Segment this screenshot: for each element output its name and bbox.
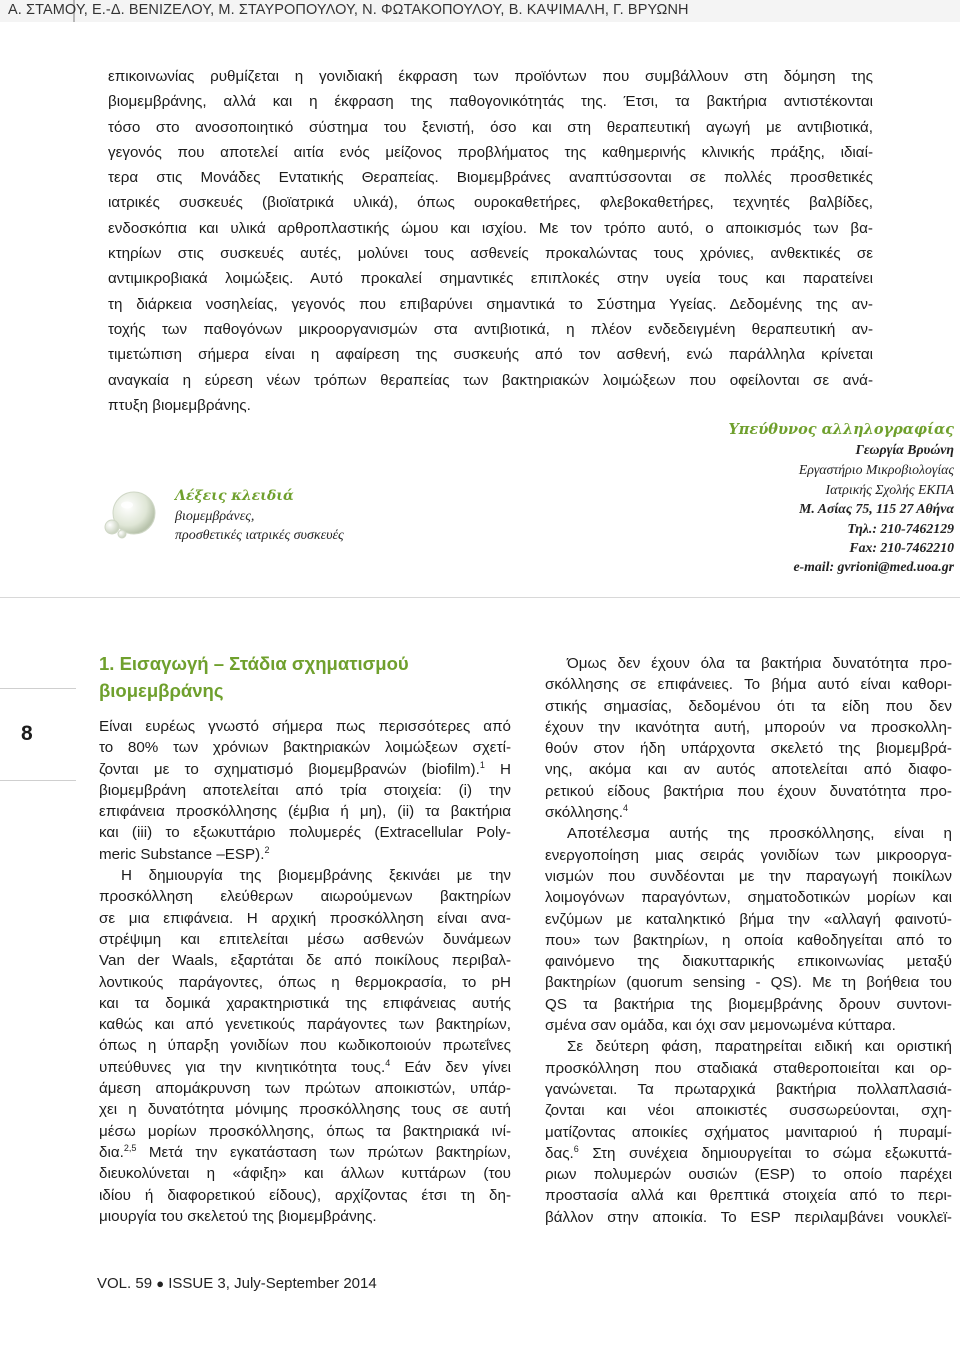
body-line: βάλλον στην αποικία. Το ESP περιλαμβάνει νουκλεϊ- (545, 1208, 952, 1226)
body-text: Μετά την εγκατάσταση των πρώτων βακτηρίων, (136, 1143, 511, 1161)
body-line: ριων πολυμερών ουσιών (ESP) το οποίο παρέχει (545, 1166, 952, 1184)
body-line: νισμών που συνδέονται με την παραγωγή ποικίλων (545, 867, 952, 885)
body-column-right (545, 653, 952, 1228)
abstract-line: τη διάρκεια νοσηλείας, γεγονός που επιβαρύνει σημαντικά το Σύστημα Υγείας. Δεδομένης της αν- (108, 295, 873, 313)
body-line: Όμως δεν έχουν όλα τα βακτήρια δυνατότητα προ- (567, 655, 952, 672)
correspondence-tel: Τηλ.: 210-7462129 (847, 521, 954, 536)
abstract-line: γεγονός που αποτελεί αιτία ενός μείζονος προβλήματος της καθημερινής κλινικής πράξης, ιδιαί- (108, 143, 873, 161)
body-line: έχουν την ικανότητα αυτή, μπορούν να προσκολλη- (545, 718, 952, 736)
abstract (108, 64, 873, 418)
correspondence-lab: Εργαστήριο Μικροβιολογίας (798, 462, 954, 477)
abstract-line: πτυξη βιομεμβράνης. (108, 396, 251, 414)
abstract-line: ιατρικές συσκευές (βιοϊατρικά υλικά), όπως ουροκαθετήρες, φλεβοκαθετήρες, τεχνητές βαλβίδες, (108, 194, 873, 212)
section-divider (0, 597, 960, 598)
correspondence-name: Γεωργία Βρυώνη (855, 442, 954, 457)
page-number: 8 (21, 722, 33, 745)
body-line: ιδίου ή διαφορετικού είδους), αρχίζοντας έτσι τη δη- (99, 1186, 511, 1204)
body-line: στρέψιμη και επιτελείται μέσω ασθενών δυνάμεων (99, 930, 511, 948)
body-line (545, 802, 952, 823)
body-line: προστασία αλλά και θρεπτικά στοιχεία από το περι- (545, 1187, 952, 1205)
body-text: Εάν δεν γίνει (390, 1058, 511, 1076)
citation: 4 (622, 803, 628, 814)
body-text: Στη συνέχεια δημιουργείται το σώμα εξωκυττά- (578, 1144, 952, 1162)
body-text: ζονται με το σχηματισμό βιομεμβρανών (biofilm). (99, 760, 480, 778)
citation: 2,5 (123, 1142, 137, 1153)
citation: 1 (479, 759, 485, 770)
body-line: βιομεμβράνη αποτελείται από τρία στοιχεία: (i) την (99, 781, 511, 799)
body-line: προσκόλληση που σταδιακά σταθεροποιείται και ορ- (545, 1059, 952, 1077)
page-number-rule (0, 688, 76, 689)
journal-footer (97, 1275, 377, 1292)
abstract-line: αναγκαία η εύρεση νέων τρόπων θεραπείας των βακτηριακών λοιμώξεων που οφείλονται σε ανά- (108, 371, 873, 389)
footer-issue: ISSUE 3, July-September 2014 (168, 1275, 377, 1292)
body-text: δια. (99, 1143, 124, 1161)
correspondence-address: Μ. Ασίας 75, 115 27 Αθήνα (799, 501, 954, 516)
body-line: σκόλλησης σε επιφάνειες. Το βήμα αυτό είναι καθορι- (545, 676, 952, 694)
body-column-left (99, 716, 511, 1227)
body-line: νης, ακόμα και αν αυτός αποτελείται από διαφο- (545, 761, 952, 779)
footer-volume: VOL. 59 (97, 1275, 153, 1292)
body-line (99, 1057, 511, 1078)
abstract-line: τόσο στο ανοσοποιητικό σύστημα του ξενιστή, όσο και στη θεραπευτική αγωγή με αντιβιοτικά, (108, 118, 873, 136)
page-number-rule (0, 780, 76, 781)
body-line (99, 1142, 511, 1163)
body-line (99, 759, 511, 780)
citation: 6 (573, 1143, 579, 1154)
body-line: θούν στον ήδη υπάρχοντα σκελετό της βιομεμβρά- (545, 740, 952, 758)
body-text: υπεύθυνες για την κινητικότητα τους. (99, 1058, 386, 1076)
body-line: Αποτέλεσμα αυτής της προσκόλλησης, είναι η (567, 825, 952, 843)
abstract-line: επικοινωνίας ρυθμίζεται η γονιδιακή έκφραση των προϊόντων που συμβάλλουν στη δόμηση της (108, 68, 873, 85)
body-line: όπως η ύπαρξη γονιδίων που κωδικοποιούν πρωτεΐνες (99, 1037, 511, 1055)
body-line: γανώνεται. Τα πρωταρχικά βακτήρια πολλαπλασιά- (545, 1080, 952, 1098)
abstract-line: αντιμικροβιακά λοιμώξεις. Αυτό προκαλεί σημαντικές επιπλοκές στην υγεία τους και παρατείνει (108, 270, 873, 288)
abstract-line: ενδοσκόπια και υλικά αρθροπλαστικής ώμου και ισχίου. Με τον τρόπο αυτό, ο αποικισμός των βα- (108, 219, 873, 237)
body-line: Van der Waals, εξαρτάται δε από ποικίλους περιβαλ- (99, 952, 511, 970)
abstract-line: κτηρίων στις συσκευές αυτές, μολύνει τους ασθενείς προκαλώντας τους χρόνιες, ανθεκτικές σε (108, 245, 873, 263)
citation: 2 (264, 844, 270, 855)
bubble-icon (100, 487, 160, 539)
keywords-title: Λέξεις κλειδιά (175, 488, 294, 504)
body-line: QS τα βακτήρια της βιομεμβράνης δρουν συντονι- (545, 995, 952, 1013)
body-line: άμεση απομάκρυνση των πρώτων αποικιστών, υπάρ- (99, 1080, 511, 1098)
body-line: ματίζοντας αποικίες σχήματος μανιταριού ή πυραμί- (545, 1123, 952, 1141)
abstract-line: τοχής των παθογόνων μικροοργανισμών στα αντιβιοτικά, η πλέον ενδεδειγμένη θεραπευτική αν- (108, 320, 873, 338)
body-text: meric Substance –ESP). (99, 845, 265, 863)
body-line: λοιμογόνων παραγόντων, σηματοδοτικών μορίων και (545, 889, 952, 907)
body-line: καθώς και από γενετικούς παράγοντες των βακτηρίων, (99, 1016, 511, 1034)
body-line: που» των βακτηρίων, η οποία καθοδηγείται από το (545, 931, 952, 949)
body-line: ενζύμων με καταληκτικό βήμα την «αλλαγή φαινοτύ- (545, 910, 952, 928)
body-line: ρετικού είδους βακτήρια που έχουν δυνατότητα προ- (545, 782, 952, 800)
correspondence-title: Υπεύθυνος αλληλογραφίας (728, 421, 954, 438)
body-line (545, 1143, 952, 1164)
body-line: μιουργία του σκελετού της βιομεμβράνης. (99, 1207, 377, 1225)
body-line: και (iii) το εξωκυττάριο πολυμερές (Extracellular Poly- (99, 824, 511, 842)
body-line: σε μια επιφάνεια. Η αρχική προσκόλληση είναι ανα- (99, 909, 511, 927)
abstract-line: τερα στις Μονάδες Εντατικής Θεραπείας. Βιομεμβράνες αναπτύσσονται σε πολλές προσθετικές (108, 169, 873, 187)
body-line: ζονται και νέοι αποικιστές συσσωρεύονται, σχη- (545, 1102, 952, 1120)
section-heading: 1. Εισαγωγή – Στάδια σχηματισμού βιομεμβράνης (99, 653, 409, 701)
body-line: ενεργοποίηση μιας σειράς γονιδίων των μικροοργα- (545, 846, 952, 864)
body-text: δας. (545, 1144, 574, 1162)
abstract-line: τιμετώπιση σήμερα είναι η αφαίρεση της συσκευής από τον ασθενή, ενώ παράλληλα κρίνεται (108, 346, 873, 364)
keyword-item: προσθετικές ιατρικές συσκευές (175, 528, 344, 543)
body-line: φαινόμενο της διακυτταρικής επικοινωνίας μεταξύ (545, 953, 952, 971)
correspondence-school: Ιατρικής Σχολής ΕΚΠΑ (825, 482, 954, 497)
body-line: Σε δεύτερη φάση, παρατηρείται ειδική και οριστική (567, 1038, 952, 1056)
abstract-line: βιομεμβράνης, αλλά και η έκφραση της παθογονικότητάς της. Έτσι, τα βακτήρια αντιστέκονται (108, 93, 873, 111)
body-line: χει η δυνατότητα μόνιμης προσκόλλησης τους σε αυτή (99, 1101, 511, 1119)
body-line: επιφάνεια προσκόλλησης (έμβια ή μη), (ii) τα βακτήρια (99, 803, 511, 821)
citation: 4 (385, 1057, 391, 1068)
body-line: λοντικούς παράγοντες, όπως η θερμοκρασία, το pH (99, 973, 511, 991)
footer-bullet-icon: ● (156, 1276, 165, 1291)
body-line: μέσω μορίων προσκόλλησης, όπως τα βακτηριακά ινί- (99, 1122, 511, 1140)
body-line: Η δημιουργία της βιομεμβράνης ξεκινάει με την (121, 867, 511, 885)
body-line: προσκόλληση ελεύθερων αιωρούμενων βακτηρίων (99, 888, 511, 906)
body-line: βακτηρίων (quorum sensing - QS). Με τη βοήθεια του (545, 974, 952, 992)
body-line: σμένα σαν ομάδα, και όχι σαν μεμονωμένα κύτταρα. (545, 1017, 896, 1035)
body-line: Είναι ευρέως γνωστό σήμερα πως περισσότερες από (99, 718, 511, 735)
body-text: σκόλλησης. (545, 804, 623, 822)
body-line: το 80% των χρόνιων βακτηριακών λοιμώξεων σχετί- (99, 739, 511, 757)
body-line: διευκολύνεται η «άφιξη» και άλλων κυττάρων (του (99, 1165, 511, 1183)
keyword-item: βιομεμβράνες, (175, 509, 255, 524)
body-line: και τα δομικά χαρακτηριστικά της επιφάνειας αυτής (99, 994, 511, 1012)
correspondence-email: e-mail: gvrioni@med.uoa.gr (793, 559, 954, 574)
running-header-authors: Α. ΣΤΑΜΟΥ, Ε.-Δ. ΒΕΝΙΖΕΛΟΥ, Μ. ΣΤΑΥΡΟΠΟΥΛΟΥ, Ν. ΦΩΤΑΚΟΠΟΥΛΟΥ, Β. ΚΑΨΙΜΑΛΗ, Γ. ΒΡΥΩΝΗ (8, 2, 689, 18)
body-line (99, 844, 511, 865)
correspondence-fax: Fax: 210-7462210 (849, 540, 954, 555)
body-text: Η (484, 760, 512, 778)
body-line: στικής σημασίας, δεδομένου ότι τα είδη που δεν (545, 697, 952, 715)
